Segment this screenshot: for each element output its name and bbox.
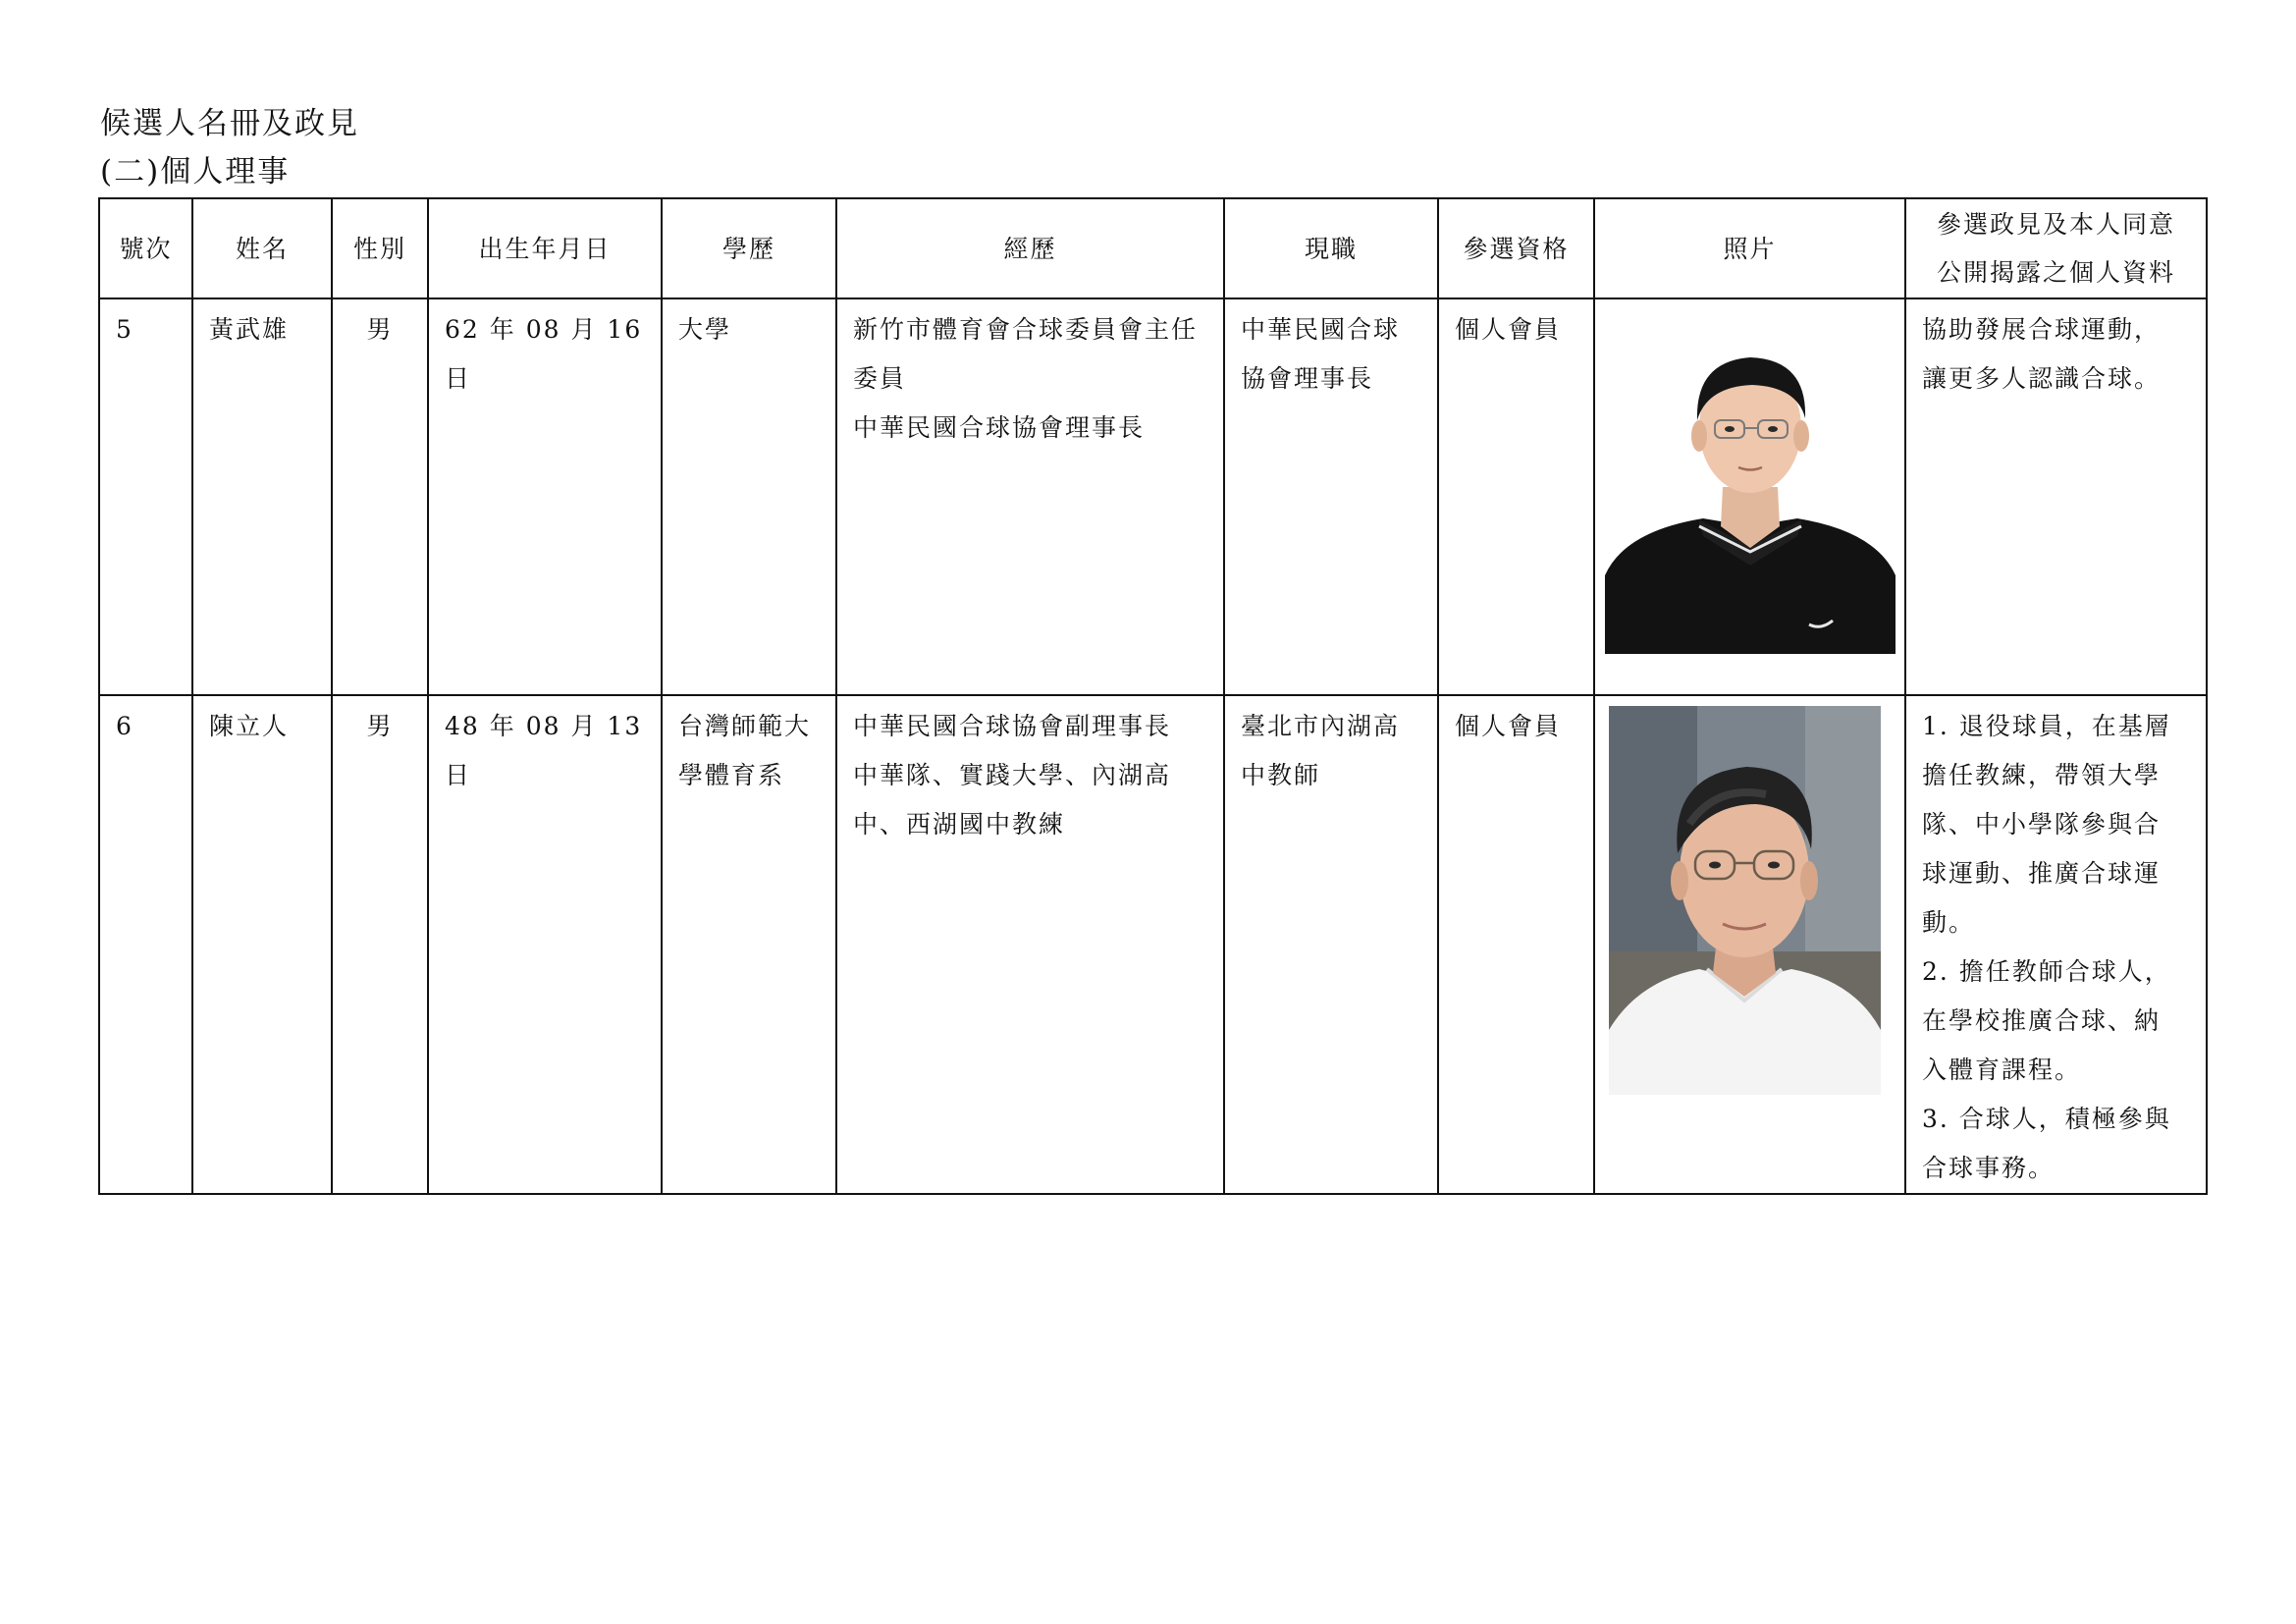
header-name: 姓名	[192, 198, 332, 298]
cell-number: 5	[99, 298, 192, 695]
table-row	[99, 298, 2207, 695]
cell-platform	[1905, 695, 2207, 1194]
cell-eligibility: 個人會員	[1438, 695, 1594, 1194]
platform-line: 動。	[1922, 908, 1976, 937]
position-line: 臺北市內湖高	[1241, 712, 1401, 740]
table-header-row	[99, 198, 2207, 298]
experience-line: 中、西湖國中教練	[853, 810, 1066, 839]
candidate-photo	[1609, 706, 1881, 1095]
cell-current-position	[1224, 695, 1438, 1194]
portrait-illustration	[1605, 330, 1896, 654]
header-platform-line2: 公開揭露之個人資料	[1936, 258, 2175, 287]
header-eligibility: 參選資格	[1438, 198, 1594, 298]
platform-line: 1. 退役球員，在基層	[1922, 712, 2171, 740]
cell-gender: 男	[332, 298, 428, 695]
table-row	[99, 695, 2207, 1194]
header-photo: 照片	[1594, 198, 1905, 298]
experience-line: 委員	[853, 364, 907, 393]
header-education: 學歷	[662, 198, 836, 298]
platform-line: 隊、中小學隊參與合	[1922, 810, 2162, 839]
header-birthdate: 出生年月日	[428, 198, 662, 298]
experience-line: 中華民國合球協會理事長	[853, 413, 1146, 442]
platform-line: 3. 合球人，積極參與	[1922, 1105, 2171, 1133]
education-line: 台灣師範大	[678, 712, 812, 740]
cell-birthdate: 48 年 08 月 13 日	[428, 695, 662, 1194]
document-subtitle: (二)個人理事	[100, 154, 291, 189]
platform-line: 協助發展合球運動，	[1922, 315, 2162, 344]
platform-line: 球運動、推廣合球運	[1922, 859, 2162, 888]
header-number: 號次	[99, 198, 192, 298]
experience-line: 中華民國合球協會副理事長	[853, 712, 1172, 740]
cell-experience	[836, 695, 1224, 1194]
platform-line: 在學校推廣合球、納	[1922, 1006, 2162, 1035]
cell-eligibility: 個人會員	[1438, 298, 1594, 695]
platform-line: 讓更多人認識合球。	[1922, 364, 2162, 393]
candidate-photo	[1605, 330, 1896, 654]
platform-line: 入體育課程。	[1922, 1056, 2082, 1084]
document-title: 候選人名冊及政見	[100, 106, 359, 141]
header-platform-line1: 參選政見及本人同意	[1936, 210, 2175, 239]
header-current-position: 現職	[1224, 198, 1438, 298]
education-line: 學體育系	[678, 761, 785, 789]
cell-education	[662, 298, 836, 695]
experience-line: 中華隊、實踐大學、內湖高	[853, 761, 1172, 789]
position-line: 中教師	[1241, 761, 1321, 789]
header-gender: 性別	[332, 198, 428, 298]
experience-line: 新竹市體育會合球委員會主任	[853, 315, 1199, 344]
platform-line: 合球事務。	[1922, 1154, 2056, 1182]
cell-gender: 男	[332, 695, 428, 1194]
platform-line: 2. 擔任教師合球人，	[1922, 957, 2171, 986]
cell-platform	[1905, 298, 2207, 695]
cell-education	[662, 695, 836, 1194]
cell-photo	[1594, 298, 1905, 695]
platform-line: 擔任教練，帶領大學	[1922, 761, 2162, 789]
header-experience: 經歷	[836, 198, 1224, 298]
position-line: 中華民國合球	[1241, 315, 1401, 344]
cell-current-position	[1224, 298, 1438, 695]
cell-birthdate: 62 年 08 月 16 日	[428, 298, 662, 695]
education-line: 大學	[678, 315, 732, 344]
portrait-illustration	[1609, 706, 1881, 1095]
cell-experience	[836, 298, 1224, 695]
cell-name: 陳立人	[192, 695, 332, 1194]
header-platform	[1905, 198, 2207, 298]
position-line: 協會理事長	[1241, 364, 1374, 393]
cell-photo	[1594, 695, 1905, 1194]
cell-number: 6	[99, 695, 192, 1194]
cell-name: 黃武雄	[192, 298, 332, 695]
candidate-table	[98, 197, 2208, 1195]
